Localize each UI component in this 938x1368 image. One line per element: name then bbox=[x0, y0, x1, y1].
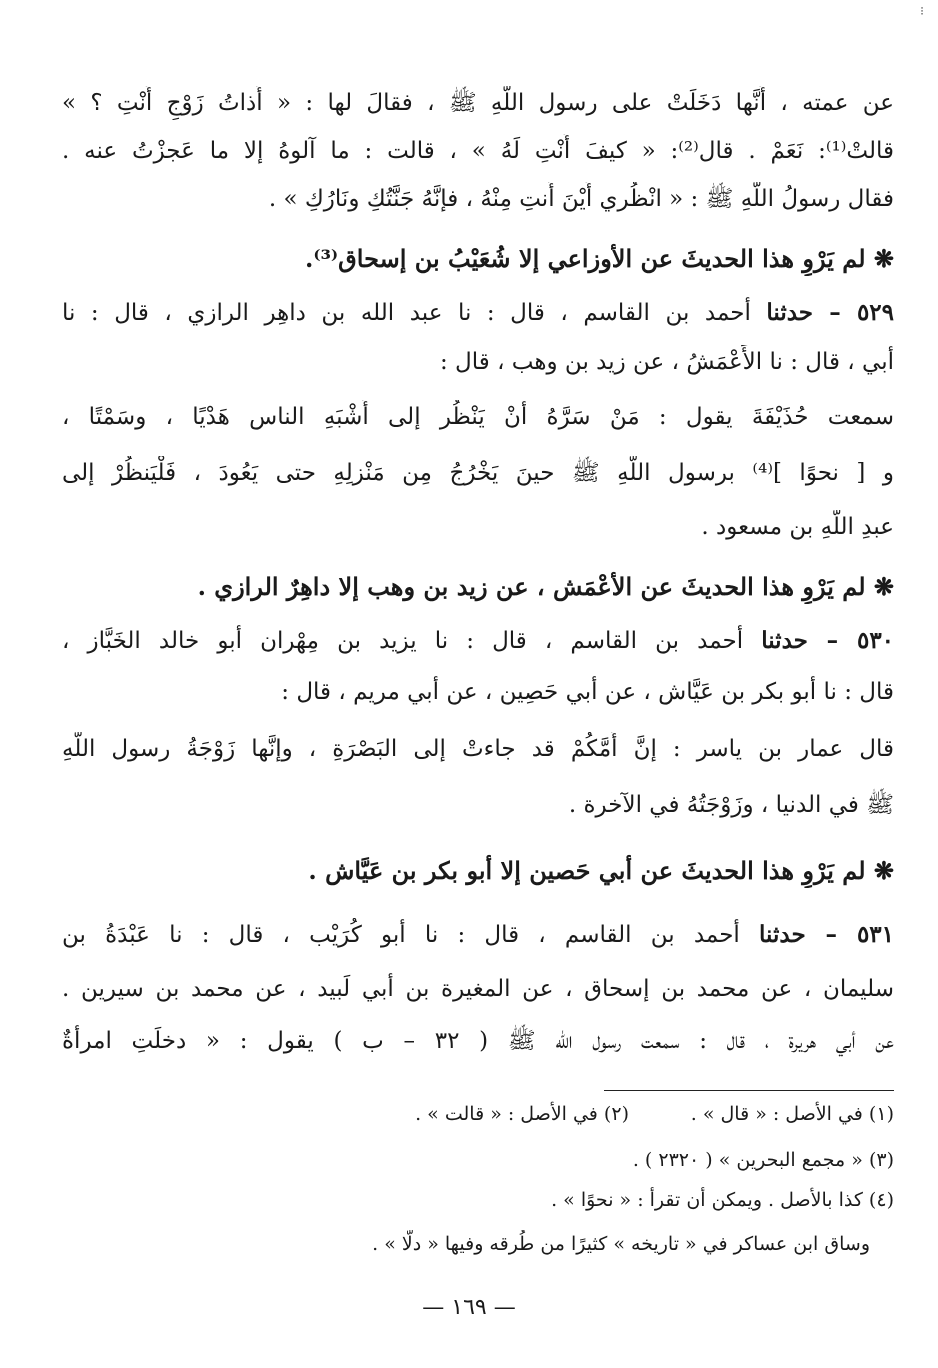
section-note: ❋ لم يَرْوِ هذا الحديثَ عن الأعْمَش ، عن زيد بن وهب إلا داهِرٌ الرازي . bbox=[197, 572, 894, 601]
footnote-second-column: (٢) في الأصل : « قالت » . bbox=[415, 1103, 629, 1125]
text-line: أبي ، قال : نا الأَعْمَشُ ، عن زيد بن وهب ، قال : bbox=[439, 349, 894, 375]
text-line: ﷺ في الدنيا ، وزَوْجَتُهُ في الآخرة . bbox=[568, 792, 894, 818]
text-line: سليمان ، عن محمد بن إسحاق ، عن المغيرة بن أبي لَبيد ، عن محمد بن سيرين . bbox=[62, 976, 894, 1002]
text-line: عبدِ اللَّهِ بن مسعود . bbox=[701, 514, 894, 540]
text-line: عن أبي هريرة ، قال : سمعت رسول الله ﷺ ( ٣٢ – ب ) يقول : « دخلَتِ امرأةٌ bbox=[62, 1028, 894, 1054]
corner-mark: ⁝ bbox=[920, 4, 924, 18]
hadith-number: ٥٢٩ – حدثنا bbox=[766, 299, 894, 326]
section-note: ❋ لم يَرْوِ هذا الحديثَ عن الأوزاعي إلا شُعَيْبُ بن إسحاق⁽³⁾. bbox=[305, 244, 894, 273]
footnote-separator bbox=[604, 1090, 894, 1091]
hadith-line: ٥٣٠ – حدثنا أحمد بن القاسم ، قال : نا يزيد بن مِهْران أبو خالد الخَبَّاز ، bbox=[62, 627, 894, 654]
page-number: — ١٦٩ — bbox=[422, 1295, 516, 1320]
text-line: قالتْ⁽¹⁾: نَعَمْ . قال⁽²⁾: « كيفَ أَنْتِ لَهُ » ، قالت : ما آلوهُ إلا ما عَجزْتُ عنه . bbox=[62, 138, 894, 164]
footnote: (٣) « مجمع البحرين » ( ٢٣٢٠ ) . bbox=[632, 1149, 894, 1171]
hadith-number: ٥٣١ – حدثنا bbox=[759, 921, 894, 948]
footnote-continuation: وساق ابن عساكر في « تاريخه » كثيرًا من طُرقه وفيها « دلًّا » . bbox=[372, 1233, 870, 1255]
text-line: فقال رسولُ اللَّهِ ﷺ : « انْظُري أَيْنَ أَنتِ مِنْهُ ، فإنَّهُ جَنَّتُكِ ونَارُكِ » . bbox=[268, 186, 894, 212]
section-note: ❋ لم يَرْوِ هذا الحديثَ عن أبي حَصين إلا أبو بكر بن عَيَّاش . bbox=[308, 856, 894, 885]
text-line: عن عمته ، أَنَّها دَخَلَتْ على رسول اللَّهِ ﷺ ، فقالَ لها : « أَذاتُ زَوْجٍ أَنْتِ ؟ » bbox=[62, 90, 894, 116]
hadith-line: ٥٣١ – حدثنا أحمد بن القاسم ، قال : نا أبو كُرَيْب ، قال : نا عَبْدَةُ بن bbox=[62, 921, 894, 948]
footnote: (٤) كذا بالأصل . ويمكن أن تقرأ : « نحوًا » . bbox=[551, 1189, 894, 1211]
text-line: قال : نا أبو بكر بن عَيَّاش ، عن أبي حَصِين ، عن أبي مريم ، قال : bbox=[281, 679, 894, 705]
footnote: (١) في الأصل : « قال » . (٢) في الأصل : « قالت » . bbox=[62, 1100, 894, 1128]
text-line: سمعت حُذَيْفَةَ يقول : مَنْ سَرَّهُ أنْ يَنْظُر إلى أَشْبَهِ الناس هَدْيًا ، وسَمْتًا ، bbox=[62, 404, 894, 430]
text-line: قال عمار بن ياسر : إنَّ أُمَّكُمْ قد جاءتْ إلى البَصْرَةِ ، وإنَّها زَوْجَةُ رسول اللَّهِ bbox=[62, 736, 894, 762]
hadith-line: ٥٢٩ – حدثنا أحمد بن القاسم ، قال : نا عبد الله بن داهِر الرازي ، قال : نا bbox=[62, 299, 894, 326]
text-line: و [ نحوًا ]⁽⁴⁾ برسول اللَّهِ ﷺ حينَ يَخْرُجُ مِن مَنْزلِهِ حتى يَعُودَ ، فَلْيَنظُرْ إلى bbox=[62, 460, 894, 486]
hadith-number: ٥٣٠ – حدثنا bbox=[761, 627, 894, 654]
